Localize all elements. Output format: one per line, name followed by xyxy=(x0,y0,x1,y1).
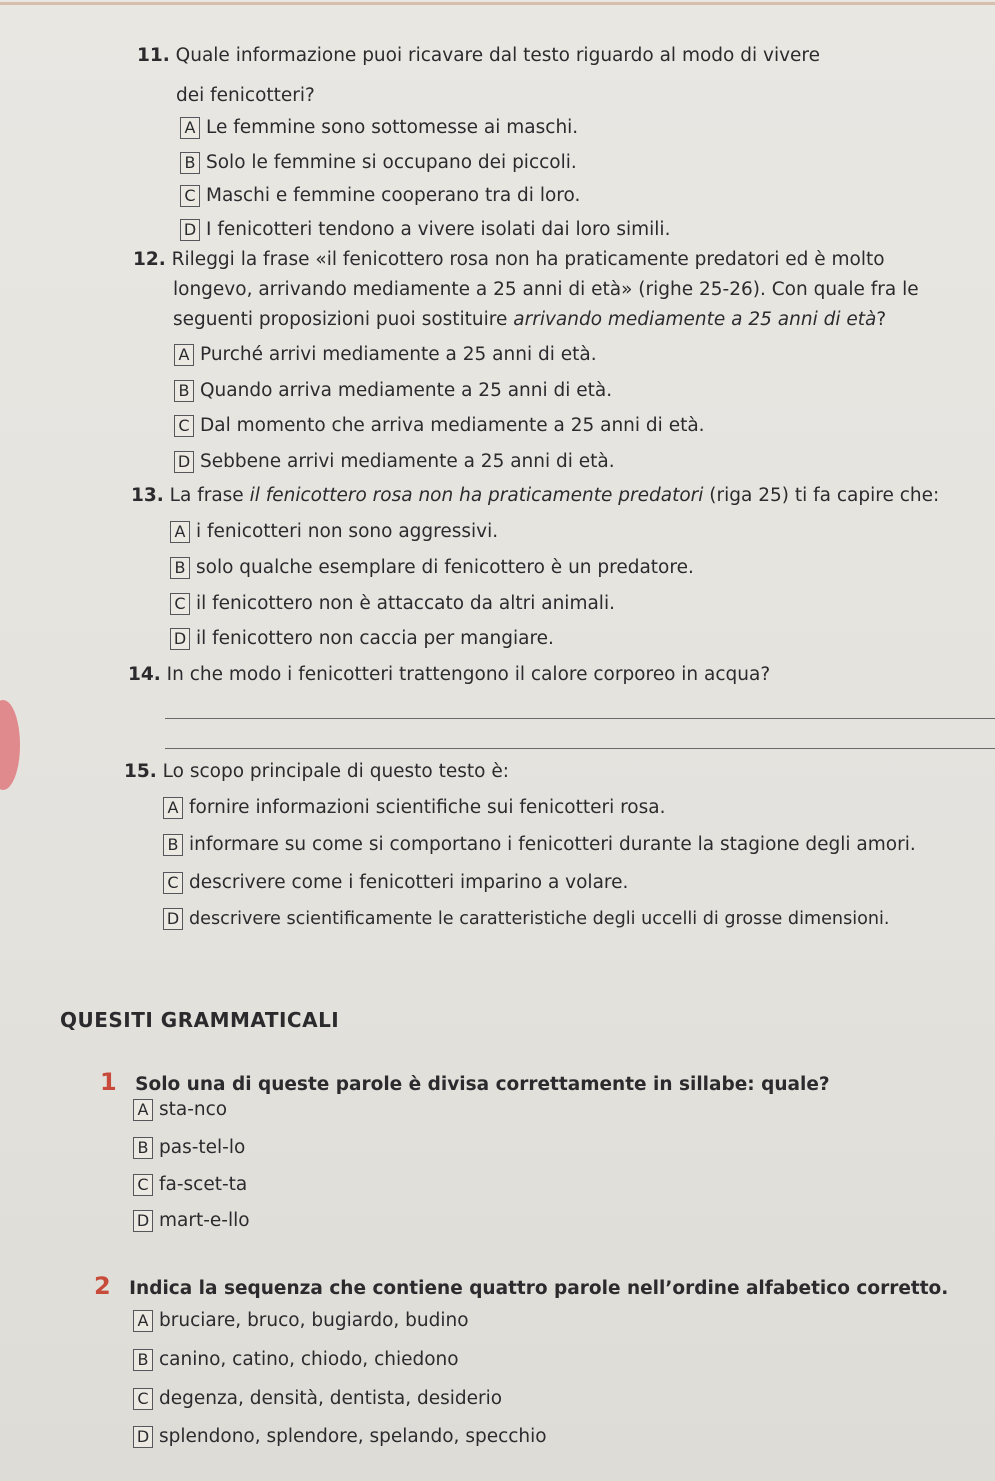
question-11-line1 xyxy=(137,46,820,66)
answer-line-2[interactable] xyxy=(165,748,995,749)
option-text: Le femmine sono sottomesse ai maschi. xyxy=(206,117,579,138)
option-text: canino, catino, chiodo, chiedono xyxy=(159,1349,459,1370)
g1-option-a[interactable] xyxy=(133,1099,227,1121)
g2-option-d[interactable] xyxy=(133,1426,547,1448)
question-text-italic: il fenicottero rosa non ha praticamente predatori xyxy=(249,485,704,506)
option-box[interactable]: C xyxy=(163,872,183,894)
question-number: 11. xyxy=(137,45,170,66)
question-number: 12. xyxy=(133,249,166,270)
option-box[interactable]: C xyxy=(170,593,190,615)
grammar-question-1 xyxy=(100,1068,830,1096)
option-box[interactable]: B xyxy=(180,152,200,174)
q12-option-a[interactable] xyxy=(174,344,597,366)
option-box[interactable]: B xyxy=(170,557,190,579)
q15-option-c[interactable] xyxy=(163,872,628,894)
option-text: splendono, splendore, spelando, specchio xyxy=(159,1426,547,1447)
option-box[interactable]: C xyxy=(133,1388,153,1410)
question-12-line1 xyxy=(133,250,885,270)
q13-option-d[interactable] xyxy=(170,628,554,650)
option-box[interactable]: A xyxy=(133,1099,153,1121)
g2-option-c[interactable] xyxy=(133,1388,502,1410)
option-box[interactable]: D xyxy=(133,1426,153,1448)
question-text: In che modo i fenicotteri trattengono il calore corporeo in acqua? xyxy=(166,664,771,685)
q15-option-b[interactable] xyxy=(163,834,916,856)
option-box[interactable]: C xyxy=(180,185,200,207)
option-box[interactable]: A xyxy=(180,117,200,139)
option-text: il fenicottero non è attaccato da altri animali. xyxy=(196,593,615,614)
question-text-prefix: La frase xyxy=(169,485,250,506)
option-text: Maschi e femmine cooperano tra di loro. xyxy=(206,185,581,206)
option-text: pas-tel-lo xyxy=(159,1137,246,1158)
q12-option-d[interactable] xyxy=(174,451,615,473)
question-number: 13. xyxy=(131,485,164,506)
q12-option-b[interactable] xyxy=(174,380,612,402)
option-text: informare su come si comportano i fenicotteri durante la stagione degli amori. xyxy=(189,834,916,855)
q11-option-d[interactable] xyxy=(180,219,670,241)
option-text: Purché arrivi mediamente a 25 anni di età. xyxy=(200,344,597,365)
q11-option-b[interactable] xyxy=(180,152,577,174)
option-text: sta-nco xyxy=(159,1099,228,1120)
grammar-question-2 xyxy=(94,1272,948,1300)
g1-option-c[interactable] xyxy=(133,1174,247,1196)
option-box[interactable]: B xyxy=(174,380,194,402)
q11-option-c[interactable] xyxy=(180,185,580,207)
q13-option-a[interactable] xyxy=(170,521,498,543)
option-text: fa-scet-ta xyxy=(159,1174,248,1195)
g2-option-a[interactable] xyxy=(133,1310,469,1332)
q12-option-c[interactable] xyxy=(174,415,705,437)
option-text: solo qualche esemplare di fenicottero è un predatore. xyxy=(196,557,694,578)
option-box[interactable]: D xyxy=(133,1210,153,1232)
option-box[interactable]: A xyxy=(163,797,183,819)
question-text: Solo una di queste parole è divisa correttamente in sillabe: quale? xyxy=(135,1074,830,1095)
question-number: 15. xyxy=(124,761,157,782)
option-box[interactable]: B xyxy=(133,1137,153,1159)
option-text: bruciare, bruco, bugiardo, budino xyxy=(159,1310,469,1331)
option-box[interactable]: C xyxy=(174,415,194,437)
question-12-line2: longevo, arrivando mediamente a 25 anni di età» (righe 25-26). Con quale fra le xyxy=(173,279,919,300)
option-box[interactable]: A xyxy=(133,1310,153,1332)
option-text: I fenicotteri tendono a vivere isolati dai loro simili. xyxy=(206,219,671,240)
g1-option-d[interactable] xyxy=(133,1210,250,1232)
option-text: mart-e-llo xyxy=(159,1210,250,1231)
option-box[interactable]: D xyxy=(163,908,183,930)
question-text: Lo scopo principale di questo testo è: xyxy=(162,761,509,782)
margin-marker xyxy=(0,700,20,790)
option-text: Solo le femmine si occupano dei piccoli. xyxy=(206,152,577,173)
option-box[interactable]: A xyxy=(174,344,194,366)
q11-option-a[interactable] xyxy=(180,117,578,139)
option-text: Sebbene arrivi mediamente a 25 anni di età. xyxy=(200,451,615,472)
g2-option-b[interactable] xyxy=(133,1349,459,1371)
question-text-suffix: ? xyxy=(876,309,887,330)
option-text: i fenicotteri non sono aggressivi. xyxy=(196,521,499,542)
section-title: QUESITI GRAMMATICALI xyxy=(60,1008,340,1032)
option-text: Dal momento che arriva mediamente a 25 anni di età. xyxy=(200,415,705,436)
grammar-question-number: 2 xyxy=(94,1272,111,1300)
question-text: Rileggi la frase «il fenicottero rosa non ha praticamente predatori ed è molto xyxy=(171,249,885,270)
q15-option-a[interactable] xyxy=(163,797,665,819)
option-box[interactable]: D xyxy=(174,451,194,473)
option-text: degenza, densità, dentista, desiderio xyxy=(159,1388,503,1409)
option-box[interactable]: D xyxy=(180,219,200,241)
grammar-question-number: 1 xyxy=(100,1068,117,1096)
option-box[interactable]: D xyxy=(170,628,190,650)
option-text: descrivere scientificamente le caratteristiche degli uccelli di grosse dimensioni. xyxy=(189,909,890,929)
option-box[interactable]: B xyxy=(163,834,183,856)
option-text: il fenicottero non caccia per mangiare. xyxy=(196,628,554,649)
question-text-prefix: seguenti proposizioni puoi sostituire xyxy=(173,309,514,330)
question-14 xyxy=(128,665,770,685)
q13-option-b[interactable] xyxy=(170,557,694,579)
option-box[interactable]: B xyxy=(133,1349,153,1371)
question-text: Quale informazione puoi ricavare dal testo riguardo al modo di vivere xyxy=(175,45,821,66)
question-text: Indica la sequenza che contiene quattro parole nell’ordine alfabetico corretto. xyxy=(129,1278,949,1299)
option-box[interactable]: C xyxy=(133,1174,153,1196)
question-12-line3 xyxy=(173,310,886,330)
option-text: descrivere come i fenicotteri imparino a volare. xyxy=(189,872,629,893)
question-number: 14. xyxy=(128,664,161,685)
q15-option-d[interactable] xyxy=(163,908,890,930)
question-11-line2: dei fenicotteri? xyxy=(176,85,315,106)
option-text: Quando arriva mediamente a 25 anni di età. xyxy=(200,380,613,401)
q13-option-c[interactable] xyxy=(170,593,615,615)
question-text-italic: arrivando mediamente a 25 anni di età xyxy=(513,309,877,330)
answer-line-1[interactable] xyxy=(165,718,995,719)
g1-option-b[interactable] xyxy=(133,1137,245,1159)
option-text: fornire informazioni scientifiche sui fenicotteri rosa. xyxy=(189,797,666,818)
question-13 xyxy=(131,486,939,506)
top-edge-line xyxy=(0,2,995,5)
option-box[interactable]: A xyxy=(170,521,190,543)
question-text-suffix: (riga 25) ti fa capire che: xyxy=(703,485,940,506)
question-15 xyxy=(124,762,509,782)
